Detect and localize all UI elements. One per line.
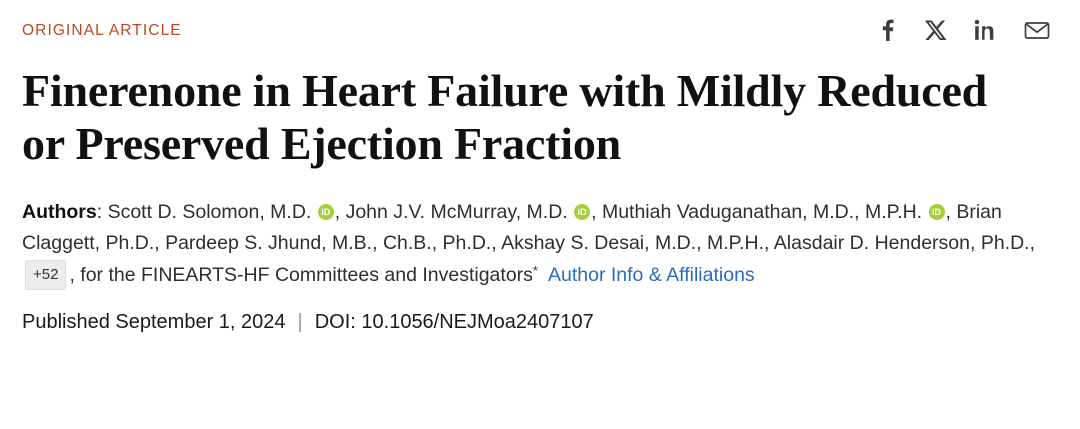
author-segment-3: , Muthiah Vaduganathan, M.D., M.P.H. — [591, 200, 928, 223]
author-segment-4: , Brian Claggett, Ph.D., Pardeep S. Jhund, M.B., Ch.B., Ph.D., Akshay S. Desai, M.D., M.P.H., Alasdair D. Henderson, Ph.D., — [22, 200, 1036, 255]
facebook-icon[interactable] — [876, 18, 898, 42]
linkedin-icon[interactable] — [974, 18, 998, 42]
page-title: Finerenone in Heart Failure with Mildly Reduced or Preserved Ejection Fraction — [22, 65, 988, 170]
doi-label: DOI: 10.1056/NEJMoa2407107 — [314, 311, 594, 334]
header-top-row — [22, 18, 1054, 42]
orcid-icon[interactable] — [318, 204, 334, 220]
article-type-label: ORIGINAL ARTICLE — [22, 22, 182, 39]
author-segment-1: : Scott D. Solomon, M.D. — [96, 200, 317, 223]
author-list — [22, 197, 1054, 292]
email-icon[interactable] — [1024, 18, 1050, 42]
publication-info — [22, 311, 1054, 334]
author-segment-5: , for the FINEARTS-HF Committees and Investigators — [69, 263, 533, 286]
author-segment-2: , John J.V. McMurray, M.D. — [334, 200, 574, 223]
orcid-icon[interactable] — [929, 204, 945, 220]
orcid-icon[interactable] — [574, 204, 590, 220]
share-icon-group — [876, 18, 1054, 42]
author-info-affiliations-link[interactable]: Author Info & Affiliations — [547, 263, 755, 286]
more-authors-badge[interactable]: +52 — [25, 260, 66, 290]
author-footnote-marker: * — [532, 262, 538, 278]
published-date: Published September 1, 2024 — [22, 311, 286, 334]
x-twitter-icon[interactable] — [924, 18, 948, 42]
authors-label: Authors — [22, 200, 97, 223]
publication-separator: | — [297, 311, 303, 334]
